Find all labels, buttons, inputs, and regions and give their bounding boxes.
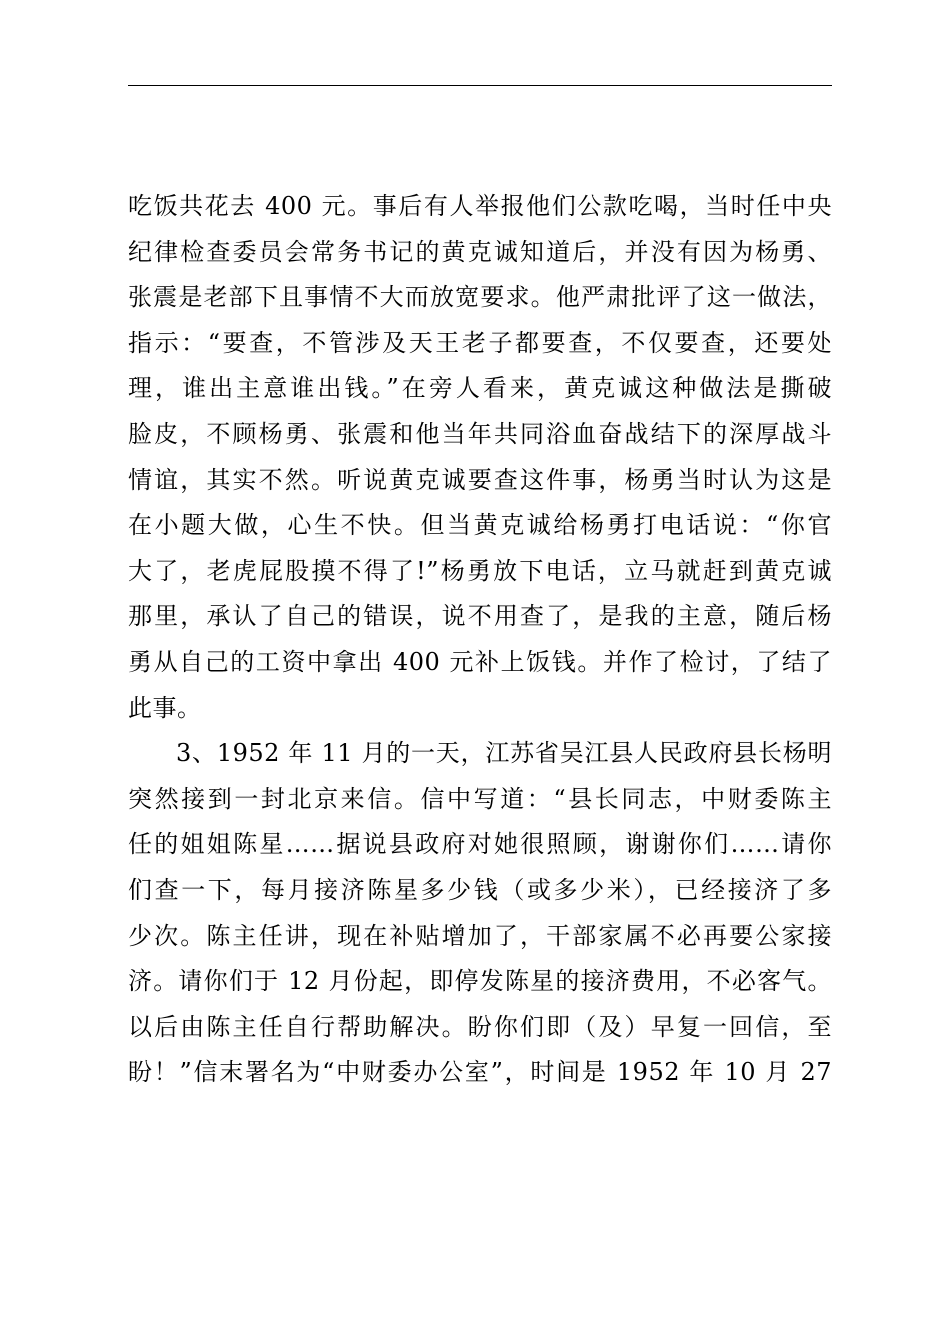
text-line-15: 任的姐姐陈星……据说县政府对她很照顾，谢谢你们……请你 <box>128 830 832 859</box>
header-rule <box>128 85 832 86</box>
text-line-7: 情谊，其实不然。听说黄克诚要查这件事，杨勇当时认为这是 <box>128 465 832 494</box>
text-line-18: 济。请你们于 12 月份起，即停发陈星的接济费用，不必客气。 <box>128 967 832 996</box>
text-line-2: 纪律检查委员会常务书记的黄克诚知道后，并没有因为杨勇、 <box>128 237 832 266</box>
text-line-19: 以后由陈主任自行帮助解决。盼你们即（及）早复一回信，至 <box>128 1012 832 1041</box>
text-line-4: 指示：“要查，不管涉及天王老子都要查，不仅要查，还要处 <box>128 328 832 357</box>
text-line-8: 在小题大做，心生不快。但当黄克诚给杨勇打电话说：“你官 <box>128 511 832 540</box>
text-line-11: 勇从自己的工资中拿出 400 元补上饭钱。并作了检讨，了结了 <box>128 647 832 676</box>
text-line-13: 3、1952 年 11 月的一天，江苏省吴江县人民政府县长杨明 <box>176 739 832 768</box>
text-line-9: 大了，老虎屁股摸不得了!”杨勇放下电话，立马就赶到黄克诚 <box>128 556 832 585</box>
text-line-1: 吃饭共花去 400 元。事后有人举报他们公款吃喝，当时任中央 <box>128 192 832 220</box>
text-line-3: 张震是老部下且事情不大而放宽要求。他严肃批评了这一做法， <box>128 283 832 312</box>
body-text <box>128 184 832 1096</box>
text-line-12: 此事。 <box>128 693 202 722</box>
text-line-5: 理，谁出主意谁出钱。”在旁人看来，黄克诚这种做法是撕破 <box>128 374 832 403</box>
text-line-17: 少次。陈主任讲，现在补贴增加了，干部家属不必再要公家接 <box>128 921 832 950</box>
text-line-6: 脸皮，不顾杨勇、张震和他当年共同浴血奋战结下的深厚战斗 <box>128 419 832 448</box>
text-line-20: 盼！”信末署名为“中财委办公室”，时间是 1952 年 10 月 27 <box>128 1058 832 1087</box>
text-line-14: 突然接到一封北京来信。信中写道：“县长同志，中财委陈主 <box>128 784 832 813</box>
text-line-16: 们查一下，每月接济陈星多少钱（或多少米），已经接济了多 <box>128 875 832 904</box>
text-line-10: 那里，承认了自己的错误，说不用查了，是我的主意，随后杨 <box>128 602 832 631</box>
